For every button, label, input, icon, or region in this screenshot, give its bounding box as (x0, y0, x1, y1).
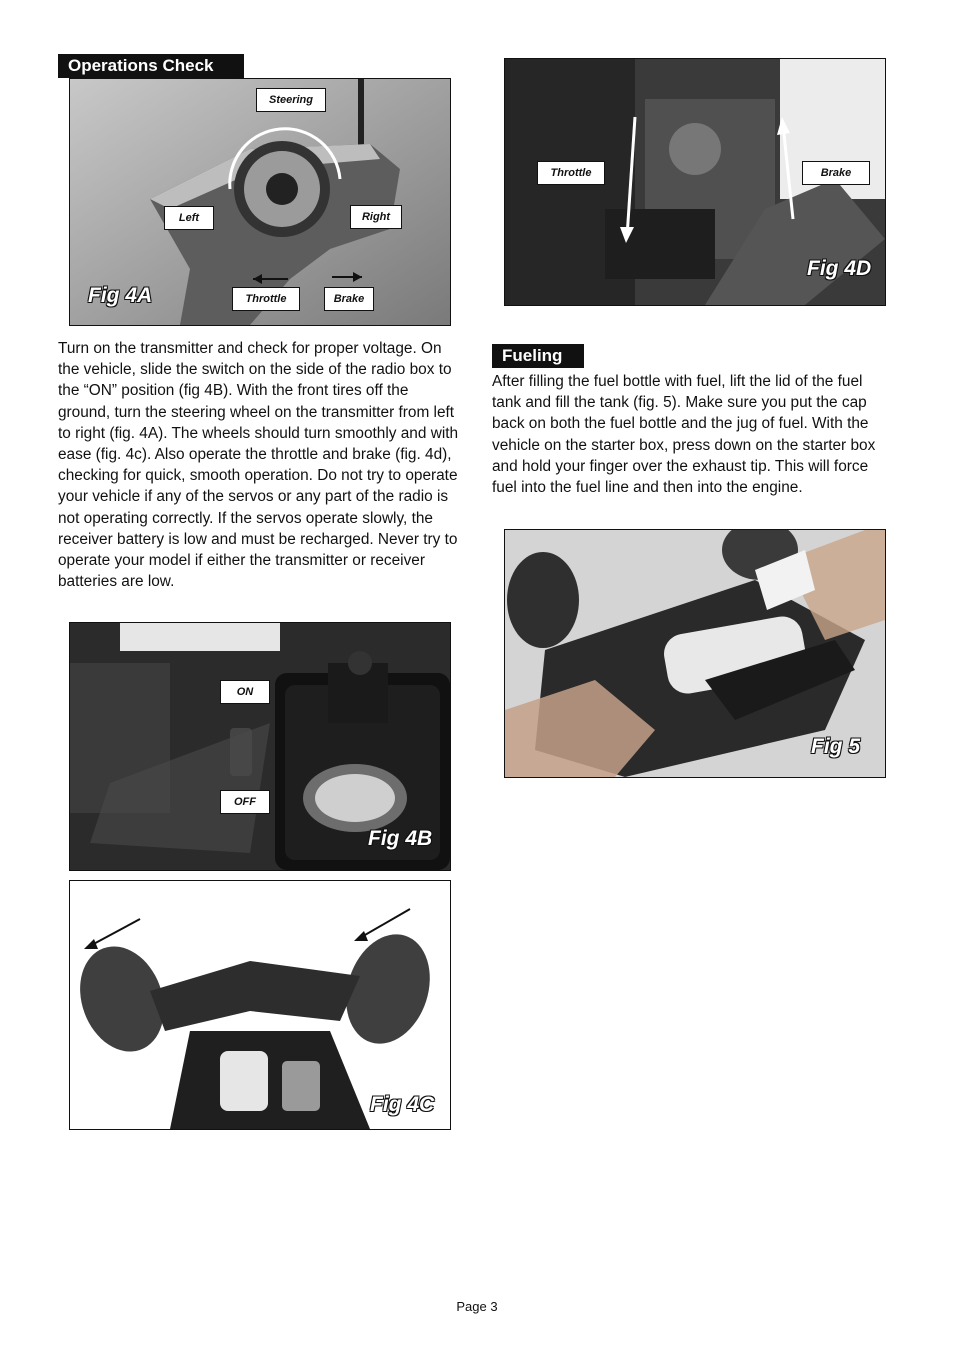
left-callout: Left (164, 206, 214, 230)
fig-4b-radio-box-photo (69, 622, 451, 871)
on-callout: ON (220, 680, 270, 704)
off-callout: OFF (220, 790, 270, 814)
fig-4c-label: Fig 4C (370, 1093, 435, 1116)
fig-4c-front-wheels-photo (69, 880, 451, 1130)
brake-callout: Brake (802, 161, 870, 185)
throttle-callout: Throttle (537, 161, 605, 185)
operations-check-paragraph: Turn on the transmitter and check for proper voltage. On the vehicle, slide the switch on the side of the radio box to the “ON” position (fig 4B). With the front tires off the ground, turn the steering wheel on the transmitter from left to right (fig. 4A). The wheels should turn smoothly and with ease (fig. 4c). Also operate the throttle and brake (fig. 4d), checking for quick, smooth operation. Do not try to operate your vehicle if any of the servos or any part of the radio is not operating correctly. If the servos operate slowly, the receiver battery is low and must be recharged. Never try to operate your model if either the transmitter or receiver batteries are low. (58, 340, 459, 591)
right-callout: Right (350, 205, 402, 229)
fig-5-label: Fig 5 (811, 735, 861, 758)
front-wheels-illustration (70, 881, 450, 1129)
fueling-heading: Fueling (492, 344, 584, 368)
fig-4b-label: Fig 4B (368, 827, 433, 850)
page-number: Page 3 (456, 1299, 498, 1314)
throttle-callout: Throttle (232, 287, 300, 311)
fig-4a-transmitter-photo (69, 78, 451, 326)
fig-5-fueling-photo (504, 529, 886, 778)
fig-4d-label: Fig 4D (807, 257, 872, 280)
fueling-paragraph: After filling the fuel bottle with fuel, lift the lid of the fuel tank and fill the tank (fig. 5). Make sure you put the cap back on both the fuel bottle and the jug of fuel. With the vehicle on the starter box, press down on the starter box and hold your finger over the exhaust tip. This will force fuel into the fuel line and then into the engine. (492, 373, 876, 497)
operations-check-heading: Operations Check (58, 54, 244, 78)
brake-callout: Brake (324, 287, 374, 311)
fig-4a-label: Fig 4A (88, 284, 153, 307)
fig-4d-throttle-brake-photo (504, 58, 886, 306)
steering-callout: Steering (256, 88, 326, 112)
